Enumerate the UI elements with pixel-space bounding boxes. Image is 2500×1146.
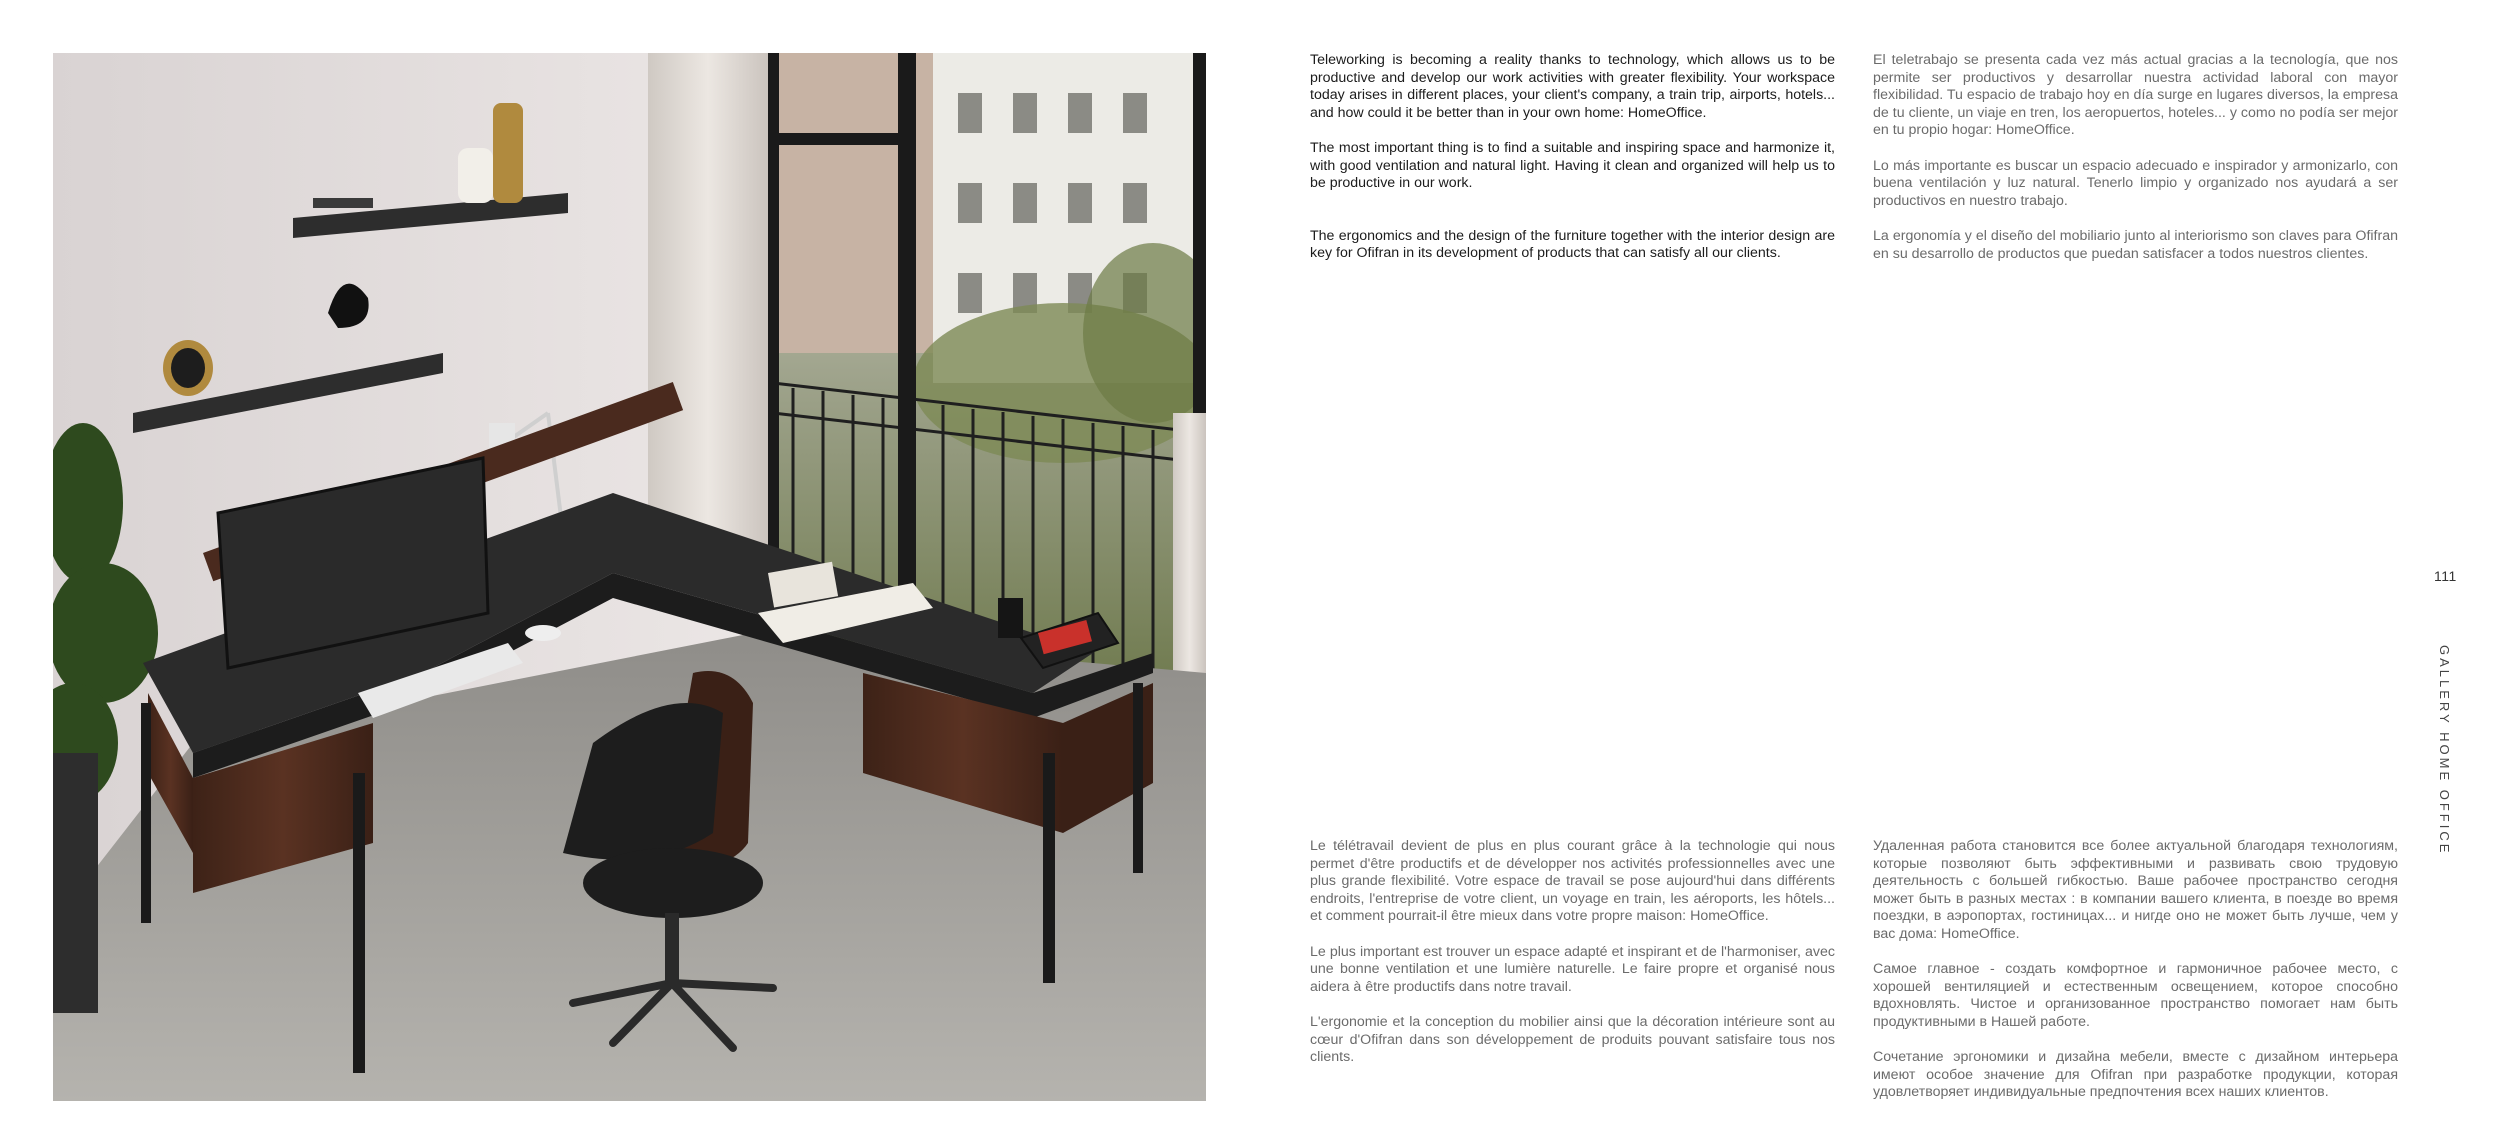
spanish-paragraph: El teletrabajo se presenta cada vez más actual gracias a la tecnología, que nos permite ser productivos y desarrollar nuestra actividad laboral con mayor flexibilidad. Tu espacio de trabajo hoy en día surge en lugares diversos, la empresa de tu cliente, un viaje en tren, los aeropuertos, hoteles... y como no podía ser mejor en tu propio hogar: HomeOffice. [1873,52,2398,139]
french-text-column [1310,838,1835,1084]
russian-paragraph: Сочетание эргономики и дизайна мебели, вместе с дизайном интерьера имеют особое значение для Ofifran при разработке продукции, которая удовлетворяет индивидуальные предпочтения всех наших клиентов. [1873,1049,2398,1101]
russian-text-column [1873,838,2398,1120]
english-paragraph: The most important thing is to find a suitable and inspiring space and harmonize it, with good ventilation and natural light. Having it clean and organized will help us to be productive in our work. [1310,139,1835,192]
section-label: GALLERY HOME OFFICE [2437,645,2452,856]
french-paragraph: Le plus important est trouver un espace adapté et inspirant et de l'harmoniser, avec une bonne ventilation et une lumière naturelle. Le faire propre et organisé nous aidera à être productifs dans notre travail. [1310,943,1835,995]
spanish-paragraph: La ergonomía y el diseño del mobiliario junto al interiorismo son claves para Ofifran en su desarrollo de productos que puedan satisfacer a todos nuestros clientes. [1873,227,2398,262]
russian-paragraph: Удаленная работа становится все более актуальной благодаря технологиям, которые позволяют быть эффективными и развивать свою трудовую деятельность с большей гибкостью. Ваше рабочее пространство сегодня может быть в разных местах : в компании вашего клиента, в поезде во время поездки, в аэропортах, гостиницах... и нигде оно не может быть лучше, чем у вас дома: HomeOffice. [1873,838,2398,942]
spanish-text-column [1873,52,2398,281]
english-paragraph: Teleworking is becoming a reality thanks to technology, which allows us to be productive and develop our work activities with greater flexibility. Your workspace today arises in different places, your client's company, a train trip, airports, hotels... and how could it be better than in your own home: HomeOffice. [1310,52,1835,121]
french-paragraph: L'ergonomie et la conception du mobilier ainsi que la décoration intérieure sont au cœur d'Ofifran dans son développement de produits pouvant satisfaire tous nos clients. [1310,1013,1835,1066]
page-number: 111 [2434,568,2457,584]
russian-paragraph: Самое главное - создать комфортное и гармоничное рабочее место, с хорошей вентиляцией и естественным освещением, которое способно вдохновлять. Чистое и организованное пространство помогает нам быть продуктивными в Нашей работе. [1873,961,2398,1030]
home-office-photo [53,53,1206,1101]
english-text-column [1310,52,1835,281]
home-office-illustration [53,53,1206,1101]
spanish-paragraph: Lo más importante es buscar un espacio adecuado e inspirador y armonizarlo, con buena ventilación y luz natural. Tenerlo limpio y organizado nos ayudará a ser productivos en nuestro trabajo. [1873,157,2398,209]
french-paragraph: Le télétravail devient de plus en plus courant grâce à la technologie qui nous permet d'être productifs et de développer nos activités professionnelles avec une plus grande flexibilité. Votre espace de travail se pose aujourd'hui dans différents endroits, l'entreprise de votre client, un voyage en train, les aéroports, les hôtels... et comment pourrait-il être mieux dans votre propre maison: HomeOffice. [1310,838,1835,925]
english-paragraph: The ergonomics and the design of the furniture together with the interior design are key for Ofifran in its development of products that can satisfy all our clients. [1310,227,1835,262]
